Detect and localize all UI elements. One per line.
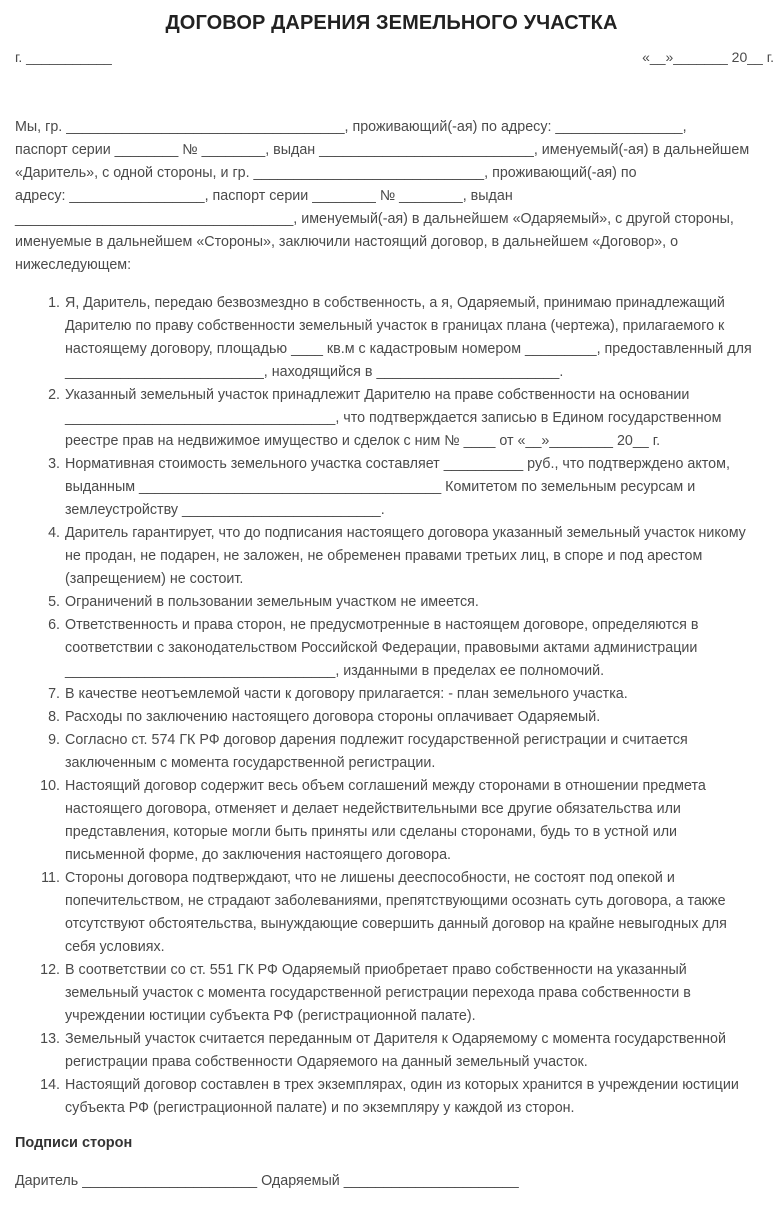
- clause-line: Ответственность и права сторон, не предусмотренные в настоящем договоре, определяются в: [65, 617, 699, 633]
- clause-line: Стороны договора подтверждают, что не лишены дееспособности, не состоят под опекой и: [65, 870, 675, 886]
- document-title: ДОГОВОР ДАРЕНИЯ ЗЕМЕЛЬНОГО УЧАСТКА: [165, 12, 618, 34]
- clause-number: 14.: [40, 1077, 60, 1093]
- intro-paragraph: [15, 116, 775, 277]
- clause-item: [0, 706, 783, 729]
- clause-line: Даритель гарантирует, что до подписания настоящего договора указанный земельный участок никому: [65, 525, 746, 541]
- clause-number: 11.: [41, 870, 60, 886]
- clause-line: письменной форме, до заключения настоящего договора.: [65, 847, 451, 863]
- clause-item: [0, 591, 783, 614]
- intro-line: нижеследующем:: [15, 257, 132, 273]
- clause-line: В качестве неотъемлемой части к договору прилагается: - план земельного участка.: [65, 686, 628, 702]
- clause-number: 4.: [48, 525, 60, 541]
- clause-line: учреждении юстиции субъекта РФ (регистрационной палате).: [65, 1008, 476, 1024]
- clause-line: Указанный земельный участок принадлежит Дарителю на праве собственности на основании: [65, 387, 690, 403]
- clause-item: [0, 867, 783, 959]
- clause-line: субъекта РФ (регистрационной палате) и по экземпляру у каждой из сторон.: [65, 1100, 575, 1116]
- clause-number: 5.: [48, 594, 60, 610]
- clause-item: [0, 729, 783, 775]
- intro-line: именуемые в дальнейшем «Стороны», заключили настоящий договор, в дальнейшем «Договор», о: [15, 234, 679, 250]
- clause-line: отсутствуют обстоятельства, вынуждающие совершить данный договор на крайне невыгодных для: [65, 916, 727, 932]
- clause-line: представления, которые могли быть приняты или сделаны сторонами, будь то в устной или: [65, 824, 678, 840]
- clauses-list: [0, 292, 783, 1120]
- clause-line: соответствии с законодательством Российской Федерации, правовыми актами администрации: [65, 640, 698, 656]
- clause-line: себя условиях.: [65, 939, 165, 955]
- clause-item: [0, 453, 783, 522]
- clause-line: __________________________________, что подтверждается записью в Едином государственном: [65, 410, 722, 426]
- clause-number: 3.: [48, 456, 60, 472]
- clause-line: Земельный участок считается переданным от Дарителя к Одаряемому с момента государственной: [65, 1031, 726, 1047]
- clause-line: Согласно ст. 574 ГК РФ договор дарения подлежит государственной регистрации и считается: [65, 732, 688, 748]
- clause-line: земельный участок с момента государственной регистрации перехода права собственности в: [65, 985, 691, 1001]
- clause-line: В соответствии со ст. 551 ГК РФ Одаряемый приобретает право собственности на указанный: [65, 962, 687, 978]
- clause-item: [0, 384, 783, 453]
- clause-line: Ограничений в пользовании земельным участком не имеется.: [65, 594, 479, 610]
- clause-line: Настоящий договор содержит весь объем соглашений между сторонами в отношении предмета: [65, 778, 706, 794]
- clause-line: настоящему договору, площадью ____ кв.м с кадастровым номером _________, предоставленный для: [65, 341, 752, 357]
- signatures-title: Подписи сторон: [15, 1135, 133, 1151]
- clause-item: [0, 775, 783, 867]
- clause-line: Дарителю по праву собственности земельный участок в границах плана (чертежа), прилагаемого к: [65, 318, 725, 334]
- clause-line: (запрещением) не состоит.: [65, 571, 244, 587]
- clause-number: 13.: [40, 1031, 60, 1047]
- clause-number: 10.: [40, 778, 60, 794]
- clause-line: реестре прав на недвижимое имущество и сделок с ним № ____ от «__»________ 20__ г.: [65, 433, 661, 449]
- intro-line: адресу: _________________, паспорт серии ________ № ________, выдан: [15, 188, 513, 204]
- date-field: «__»_______ 20__ г.: [642, 49, 774, 65]
- clause-item: [0, 959, 783, 1028]
- clause-number: 9.: [48, 732, 60, 748]
- clause-number: 8.: [48, 709, 60, 725]
- intro-line: ___________________________________, именуемый(-ая) в дальнейшем «Одаряемый», с другой стороны,: [15, 211, 734, 227]
- clause-line: землеустройству _________________________.: [65, 502, 385, 518]
- clause-line: не продан, не подарен, не заложен, не обременен правами третьих лиц, в споре и под арестом: [65, 548, 703, 564]
- clause-number: 12.: [40, 962, 60, 978]
- clause-item: [0, 614, 783, 683]
- intro-line: паспорт серии ________ № ________, выдан ___________________________, именуемый(-ая) в дальнейшем: [15, 142, 750, 158]
- clause-line: заключенным с момента государственной регистрации.: [65, 755, 436, 771]
- clause-line: Я, Даритель, передаю безвозмездно в собственность, а я, Одаряемый, принимаю принадлежащий: [65, 295, 725, 311]
- clause-line: выданным ______________________________________ Комитетом по земельным ресурсам и: [65, 479, 696, 495]
- clause-number: 6.: [48, 617, 60, 633]
- clause-number: 1.: [48, 295, 60, 311]
- clause-line: регистрации права собственности Одаряемого на данный земельный участок.: [65, 1054, 588, 1070]
- intro-line: «Даритель», с одной стороны, и гр. _____________________________, проживающий(-ая) по: [15, 165, 637, 181]
- clause-line: __________________________________, изданными в пределах ее полномочий.: [65, 663, 605, 679]
- city-field: г. ___________: [15, 49, 112, 65]
- clause-line: Расходы по заключению настоящего договора стороны оплачивает Одаряемый.: [65, 709, 601, 725]
- clause-line: Настоящий договор составлен в трех экземплярах, один из которых хранится в учреждении юстиции: [65, 1077, 739, 1093]
- clause-item: [0, 1074, 783, 1120]
- intro-line: Мы, гр. ___________________________________, проживающий(-ая) по адресу: ________________,: [15, 119, 687, 135]
- clause-line: попечительством, не страдают заболеваниями, препятствующими осознать суть договора, а также: [65, 893, 726, 909]
- clause-line: Нормативная стоимость земельного участка составляет __________ руб., что подтверждено актом,: [65, 456, 730, 472]
- signatures-line: Даритель ______________________ Одаряемый ______________________: [15, 1173, 519, 1189]
- clause-number: 2.: [48, 387, 60, 403]
- clause-number: 7.: [48, 686, 60, 702]
- clause-item: [0, 683, 783, 706]
- clause-item: [0, 1028, 783, 1074]
- clause-item: [0, 292, 783, 384]
- clause-item: [0, 522, 783, 591]
- clause-line: _________________________, находящийся в _______________________.: [65, 364, 564, 380]
- clause-line: настоящего договора, отменяет и делает недействительными все другие обязательства или: [65, 801, 681, 817]
